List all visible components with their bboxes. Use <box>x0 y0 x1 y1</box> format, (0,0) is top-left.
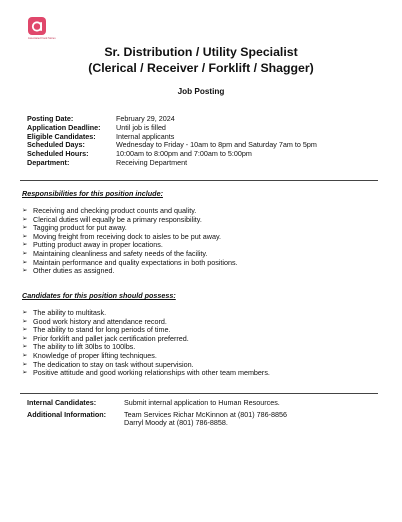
internal-candidates-row <box>27 399 287 408</box>
list-item-text: Moving freight from receiving dock to aisles to be put away. <box>33 231 222 241</box>
arrow-bullet-icon: ➢ <box>22 334 28 342</box>
company-logo <box>28 17 56 40</box>
divider <box>20 180 378 181</box>
list-item-text: Knowledge of proper lifting techniques. <box>33 350 157 360</box>
list-item-text: Other duties as assigned. <box>33 266 115 276</box>
list-item-text: The ability to multitask. <box>33 308 107 317</box>
additional-info-row <box>27 411 287 428</box>
arrow-bullet-icon: ➢ <box>22 215 28 223</box>
list-item-text: The dedication to stay on task without supervision. <box>33 359 194 369</box>
list-item-text: Good work history and attendance record. <box>33 316 167 326</box>
list-item-text: Positive attitude and good working relationships with other team members. <box>33 368 270 378</box>
department-value: Receiving Department <box>116 157 188 167</box>
internal-candidates-label: Internal Candidates: <box>27 398 97 407</box>
posting-date-value: February 29, 2024 <box>116 114 175 123</box>
arrow-bullet-icon: ➢ <box>22 207 28 214</box>
arrow-bullet-icon: ➢ <box>22 309 28 316</box>
arrow-bullet-icon: ➢ <box>22 232 28 240</box>
scheduled-days-label: Scheduled Days: <box>27 140 85 150</box>
arrow-bullet-icon: ➢ <box>22 326 28 334</box>
list-item-text: Clerical duties will equally be a primary responsibility. <box>33 214 202 224</box>
additional-info-line1: Team Services Richar McKinnon at (801) 786-8856 <box>124 409 287 419</box>
list-item-text: Maintain performance and quality expectations in both positions. <box>33 257 238 267</box>
scheduled-hours-label: Scheduled Hours: <box>27 149 89 159</box>
eligible-label: Eligible Candidates: <box>27 131 96 141</box>
candidates-heading: Candidates for this position should possess: <box>22 291 176 300</box>
posting-date-label: Posting Date: <box>27 114 74 123</box>
list-item-text: Receiving and checking product counts and quality. <box>33 206 197 215</box>
arrow-bullet-icon: ➢ <box>22 343 28 351</box>
arrow-bullet-icon: ➢ <box>22 267 28 275</box>
scheduled-hours-value: 10:00am to 8:00pm and 7:00am to 5:00pm <box>116 149 252 159</box>
arrow-bullet-icon: ➢ <box>22 224 28 232</box>
posting-details <box>27 115 317 168</box>
list-item-text: Tagging product for put away. <box>33 223 127 233</box>
divider <box>20 393 378 394</box>
additional-info-label: Additional Information: <box>27 409 107 419</box>
list-item <box>22 267 238 276</box>
arrow-bullet-icon: ➢ <box>22 249 28 257</box>
responsibilities-list <box>22 207 238 276</box>
logo-mark-icon <box>28 17 46 35</box>
internal-candidates-value: Submit internal application to Human Resources. <box>124 398 280 407</box>
eligible-value: Internal applicants <box>116 131 175 141</box>
job-title-line2: (Clerical / Receiver / Forklift / Shagger) <box>88 61 314 75</box>
scheduled-days-value: Wednesday to Friday - 10am to 8pm and Saturday 7am to 5pm <box>116 140 317 150</box>
logo-tagline: Associated Food Stores <box>28 37 56 40</box>
deadline-label: Application Deadline: <box>27 122 101 132</box>
list-item-text: Prior forklift and pallet jack certification preferred. <box>33 333 189 343</box>
job-title-line1: Sr. Distribution / Utility Specialist <box>104 45 298 59</box>
department-label: Department: <box>27 157 70 167</box>
list-item <box>22 369 270 378</box>
contact-section <box>27 399 287 431</box>
list-item-text: The ability to stand for long periods of time. <box>33 325 171 335</box>
candidates-list <box>22 309 270 378</box>
detail-row <box>27 159 317 168</box>
arrow-bullet-icon: ➢ <box>22 241 28 249</box>
arrow-bullet-icon: ➢ <box>22 258 28 266</box>
list-item-text: Putting product away in proper locations. <box>33 240 163 250</box>
list-item-text: The ability to lift 30lbs to 100lbs. <box>33 342 136 352</box>
list-item-text: Maintaining cleanliness and safety needs of the facility. <box>33 248 208 258</box>
job-posting-subtitle: Job Posting <box>177 87 225 96</box>
responsibilities-heading: Responsibilities for this position include: <box>22 189 163 198</box>
arrow-bullet-icon: ➢ <box>22 360 28 368</box>
arrow-bullet-icon: ➢ <box>22 369 28 377</box>
additional-info-line2: Darryl Moody at (801) 786-8858. <box>124 418 228 428</box>
arrow-bullet-icon: ➢ <box>22 317 28 325</box>
arrow-bullet-icon: ➢ <box>22 351 28 359</box>
deadline-value: Until job is filled <box>116 122 166 132</box>
